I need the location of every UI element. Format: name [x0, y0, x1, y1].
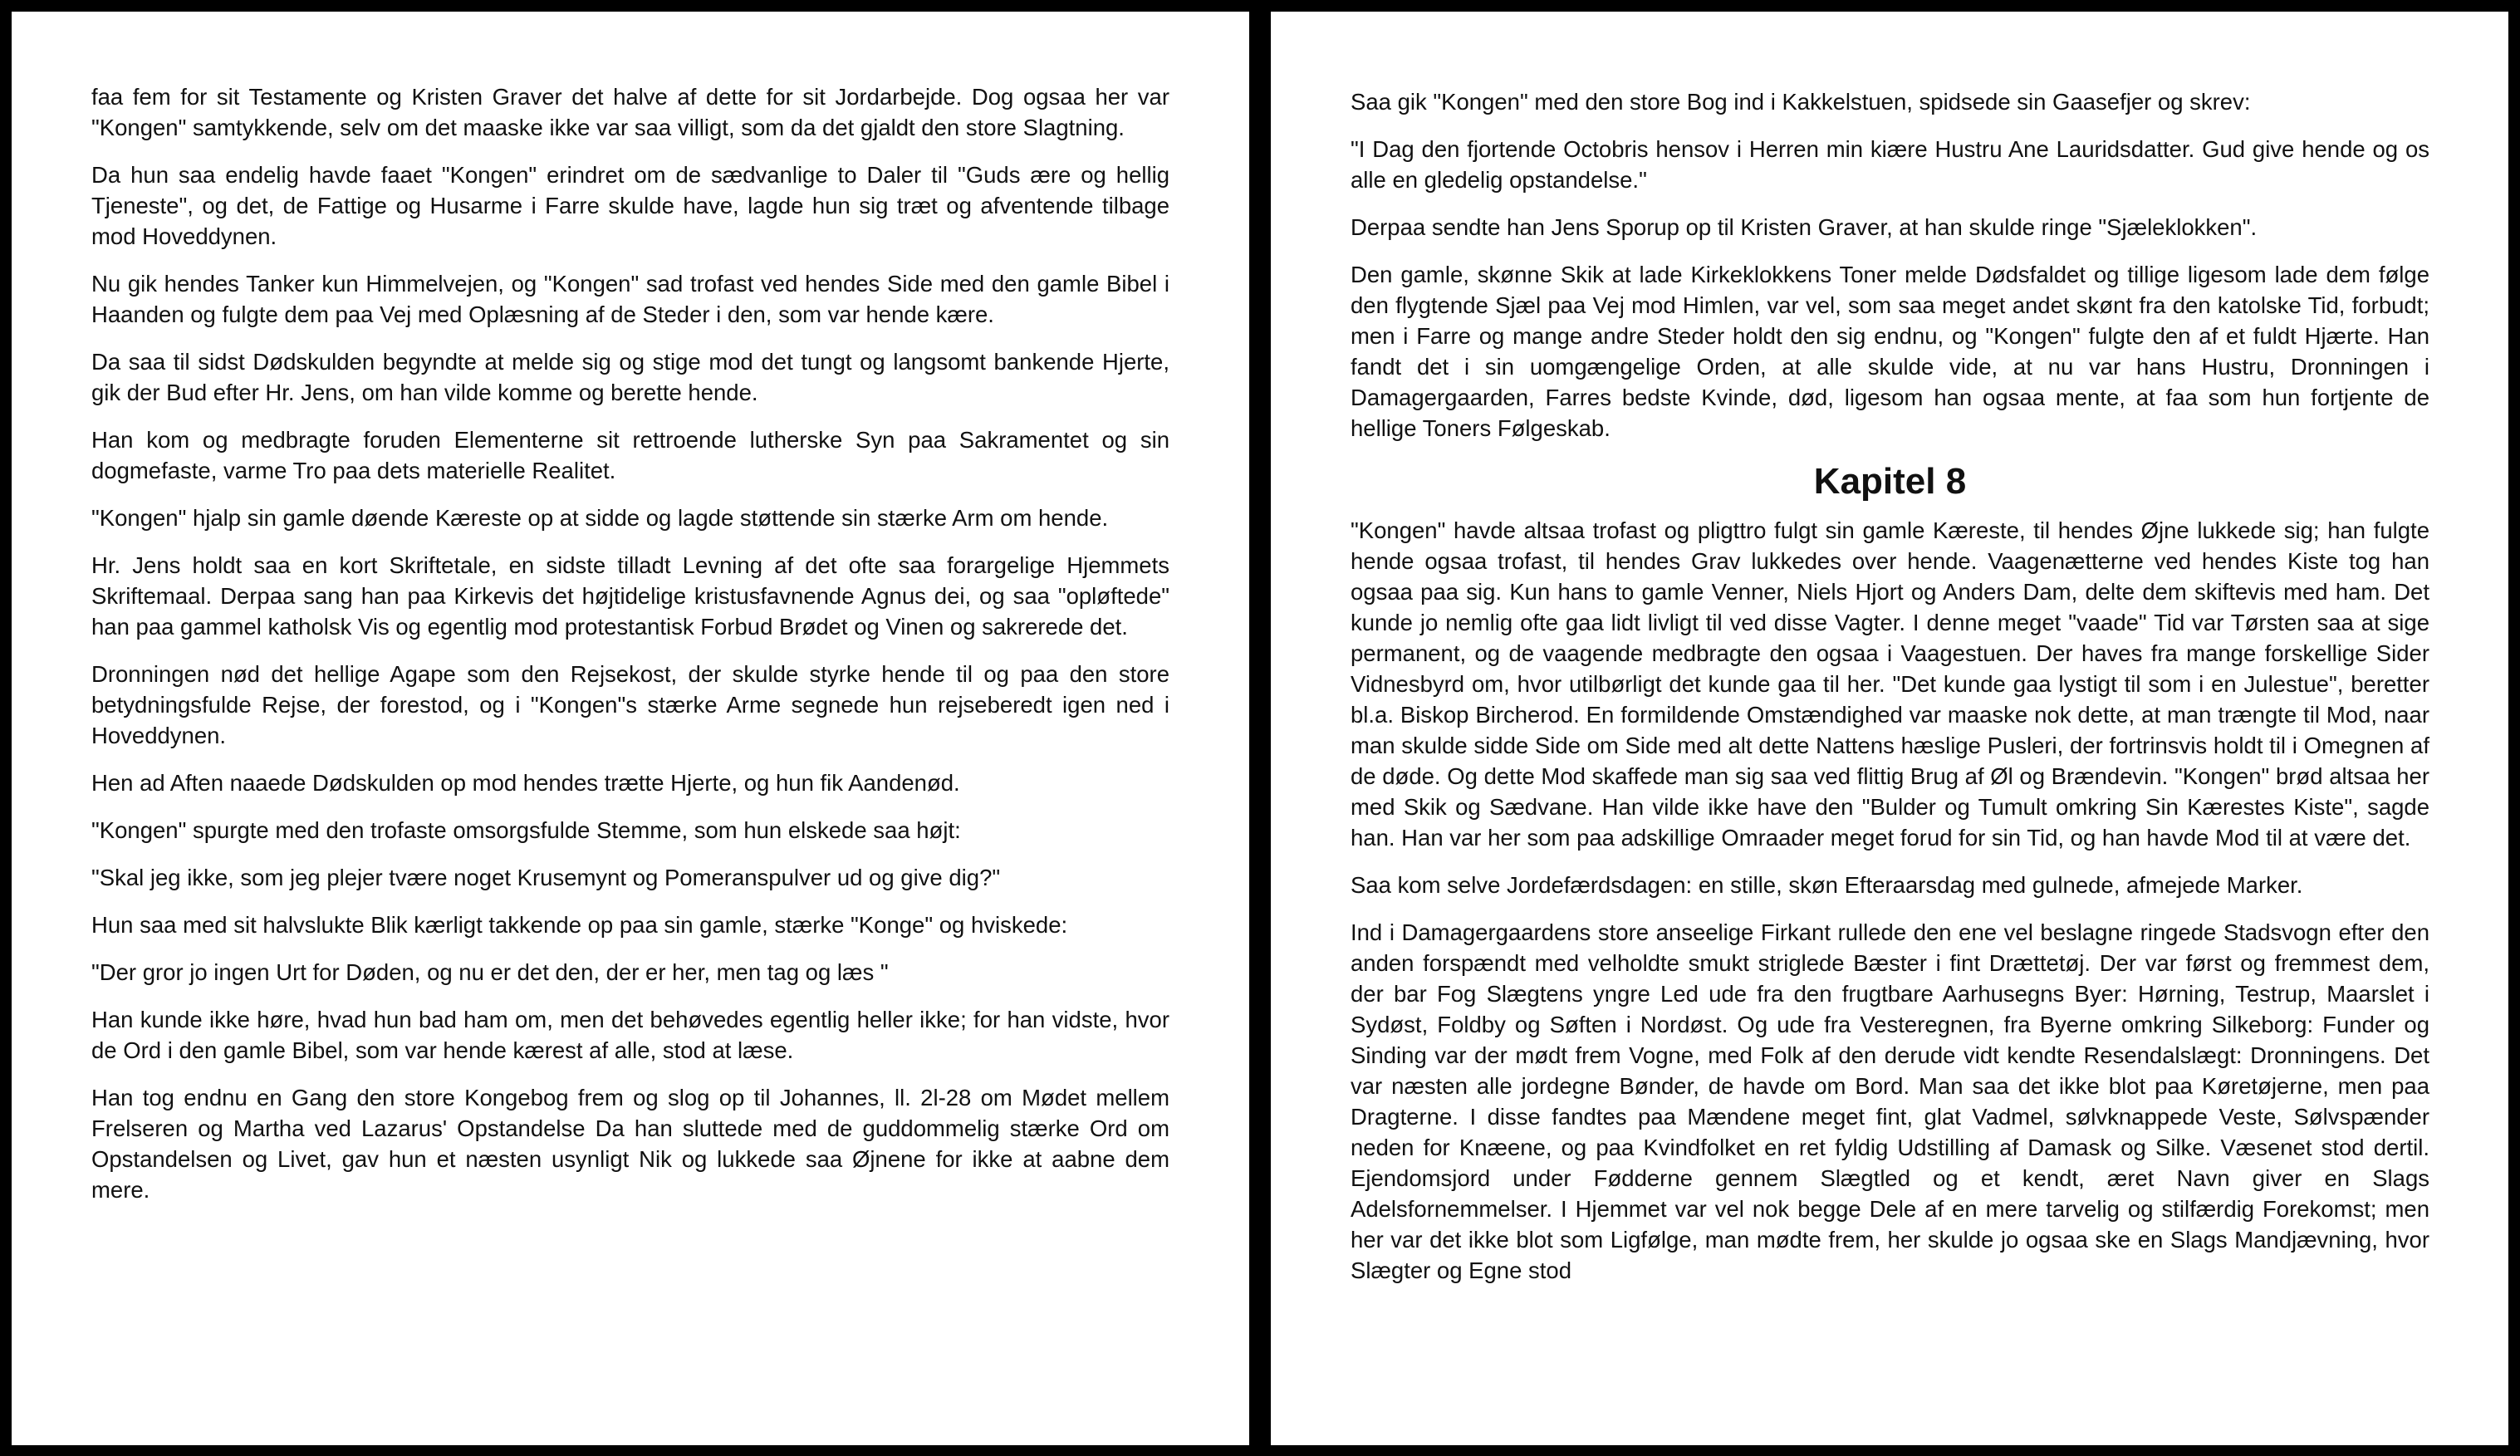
paragraph: Han kom og medbragte foruden Elementerne sit rettroende lutherske Syn paa Sakramentet og sin dogmefaste, varme Tro paa dets materielle Realitet. — [91, 427, 1169, 483]
paragraph: Den gamle, skønne Skik at lade Kirkeklokkens Toner melde Dødsfaldet og tillige ligesom lade dem følge den flygtende Sjæl paa Vej mod Himlen, var vel, som saa meget andet skønt fra den katolske Tid, forbudt; men i Farre og mange andre Steder holdt den sig endnu, og "Kongen" fulgte den af et fuldt Hjærte. Han fandt det i sin uomgængelige Orden, at alle skulde vide, at nu var hans Hustru, Dronningen i Damagergaarden, Farres bedste Kvinde, død, ligesom han ogsaa mente, at faa som hun fortjente de hellige Toners Følgeskab. — [1351, 262, 2429, 441]
paragraph: Saa gik "Kongen" med den store Bog ind i Kakkelstuen, spidsede sin Gaasefjer og skrev: — [1351, 89, 2251, 115]
right-page — [1271, 12, 2508, 1445]
paragraph: Ind i Damagergaardens store anseelige Firkant rullede den ene vel beslagne ringede Stadsvogn efter den anden forspændt med velholdte smukt striglede Bæster i fint Drættetøj. Der var først og fremmest dem, der bar Fog Slægtens yngre Led ude fra den frugtbare Aarhusegns Byer: Hørning, Testrup, Maarslet i Sydøst, Foldby og Søften i Nordøst. Og ude fra Vesteregnen, fra Byerne omkring Silkeborg: Funder og Sinding var der mødt frem Vogne, med Folk af den derude vidt kendte Resendalslægt: Dronningens. Det var næsten alle jordegne Bønder, de havde om Bord. Man saa det ikke blot paa Køretøjerne, men paa Dragterne. I disse fandtes paa Mændene meget fint, glat Vadmel, sølvknappede Veste, Sølvspænder neden for Knæene, og paa Kvindfolket en ret fyldig Udstilling af Damask og Silke. Væsenet stod dertil. Ejendomsjord under Fødderne gennem Slægtled og et kendt, æret Navn giver en Slags Adelsfornemmelser. I Hjemmet var vel nok begge Dele af en mere tarvelig og stilfærdig Forekomst; men her var det ikke blot som Ligfølge, man mødte frem, her skulde jo ogsaa ske en Slags Mandjævning, hvor Slægter og Egne stod — [1351, 919, 2429, 1283]
paragraph: Nu gik hendes Tanker kun Himmelvejen, og "Kongen" sad trofast ved hendes Side med den gamle Bibel i Haanden og fulgte dem paa Vej med Oplæsning af de Steder i den, som var hende kære. — [91, 271, 1169, 327]
paragraph: "Kongen" hjalp sin gamle døende Kæreste op at sidde og lagde støttende sin stærke Arm om hende. — [91, 505, 1109, 531]
paragraph: Hun saa med sit halvslukte Blik kærligt takkende op paa sin gamle, stærke "Konge" og hviskede: — [91, 912, 1068, 938]
paragraph: faa fem for sit Testamente og Kristen Graver det halve af dette for sit Jordarbejde. Dog ogsaa her var "Kongen" samtykkende, selv om det maaske ikke var saa villigt, som da det gjaldt den store Slagtning. — [91, 84, 1169, 140]
paragraph: Hr. Jens holdt saa en kort Skriftetale, en sidste tilladt Levning af det ofte saa forargelige Hjemmets Skriftemaal. Derpaa sang han paa Kirkevis det højtidelige kristusfavnende Agnus dei, og saa "opløftede" han paa gammel katholsk Vis og egentlig mod protestantisk Forbud Brødet og Vinen og sakrerede det. — [91, 552, 1169, 640]
paragraph: Han kunde ikke høre, hvad hun bad ham om, men det behøvedes egentlig heller ikke; for han vidste, hvor de Ord i den gamle Bibel, som var hende kærest af alle, stod at læse. — [91, 1007, 1169, 1063]
paragraph: Hen ad Aften naaede Dødskulden op mod hendes trætte Hjerte, og hun fik Aandenød. — [91, 770, 960, 796]
paragraph: "Der gror jo ingen Urt for Døden, og nu er det den, der er her, men tag og læs " — [91, 959, 889, 985]
paragraph: "Kongen" havde altsaa trofast og pligttro fulgt sin gamle Kæreste, til hendes Øjne lukkede sig; han fulgte hende ogsaa trofast, til hendes Grav lukkedes over hende. Vaagenætterne ved hendes Kiste tog han ogsaa paa sig. Kun hans to gamle Venner, Niels Hjort og Anders Dam, delte dem skiftevis med ham. Det kunde jo nemlig ofte gaa lidt livligt til ved disse Vagter. I denne meget "vaade" Tid var Tørsten saa at sige permanent, og de vaagende medbragte den ogsaa i Vaagestuen. Der haves fra mange forskellige Sider Vidnesbyrd om, hvor utilbørligt det kunde gaa til her. "Det kunde gaa lystigt til som i en Julestue", beretter bl.a. Biskop Bircherod. En formildende Omstændighed var maaske nok dette, at man trængte til Mod, naar man skulde sidde Side om Side med alt dette Nattens hæslige Pusleri, der fortrinsvis holdt til i Omegnen af de døde. Og dette Mod skaffede man sig saa ved flittig Brug af Øl og Brændevin. "Kongen" brød altsaa her med Skik og Sædvane. Han vilde ikke have den "Bulder og Tumult omkring Sin Kærestes Kiste", sagde han. Han var her som paa adskillige Omraader meget forud for sin Tid, og han havde Mod til at være det. — [1351, 517, 2429, 851]
paragraph: Dronningen nød det hellige Agape som den Rejsekost, der skulde styrke hende til og paa den store betydningsfulde Rejse, der forestod, og i "Kongen"s stærke Arme segnede hun rejseberedt igen ned i Hoveddynen. — [91, 661, 1169, 748]
paragraph: Saa kom selve Jordefærdsdagen: en stille, skøn Efteraarsdag med gulnede, afmejede Marker. — [1351, 872, 2303, 898]
left-page — [12, 12, 1249, 1445]
paragraph: Han tog endnu en Gang den store Kongebog frem og slog op til Johannes, ll. 2l-28 om Mødet mellem Frelseren og Martha ved Lazarus' Opstandelse Da han sluttede med de guddommelig stærke Ord om Opstandelsen og Livet, gav hun et næsten usynligt Nik og lukkede saa Øjnene for ikke at aabne dem mere. — [91, 1085, 1169, 1203]
paragraph: Da hun saa endelig havde faaet "Kongen" erindret om de sædvanlige to Daler til "Guds ære og hellig Tjeneste", og det, de Fattige og Husarme i Farre skulde have, lagde hun sig træt og afventende tilbage mod Hoveddynen. — [91, 162, 1169, 249]
paragraph: "Skal jeg ikke, som jeg plejer tvære noget Krusemynt og Pomeranspulver ud og give dig?" — [91, 865, 1001, 890]
paragraph: Derpaa sendte han Jens Sporup op til Kristen Graver, at han skulde ringe "Sjæleklokken". — [1351, 214, 2258, 240]
paragraph: Da saa til sidst Dødskulden begyndte at melde sig og stige mod det tungt og langsomt bankende Hjerte, gik der Bud efter Hr. Jens, om han vilde komme og berette hende. — [91, 349, 1169, 405]
paragraph: "I Dag den fjortende Octobris hensov i Herren min kiære Hustru Ane Lauridsdatter. Gud give hende og os alle en gledelig opstandelse." — [1351, 136, 2429, 193]
paragraph: "Kongen" spurgte med den trofaste omsorgsfulde Stemme, som hun elskede saa højt: — [91, 817, 961, 843]
chapter-heading: Kapitel 8 — [1813, 461, 1967, 502]
